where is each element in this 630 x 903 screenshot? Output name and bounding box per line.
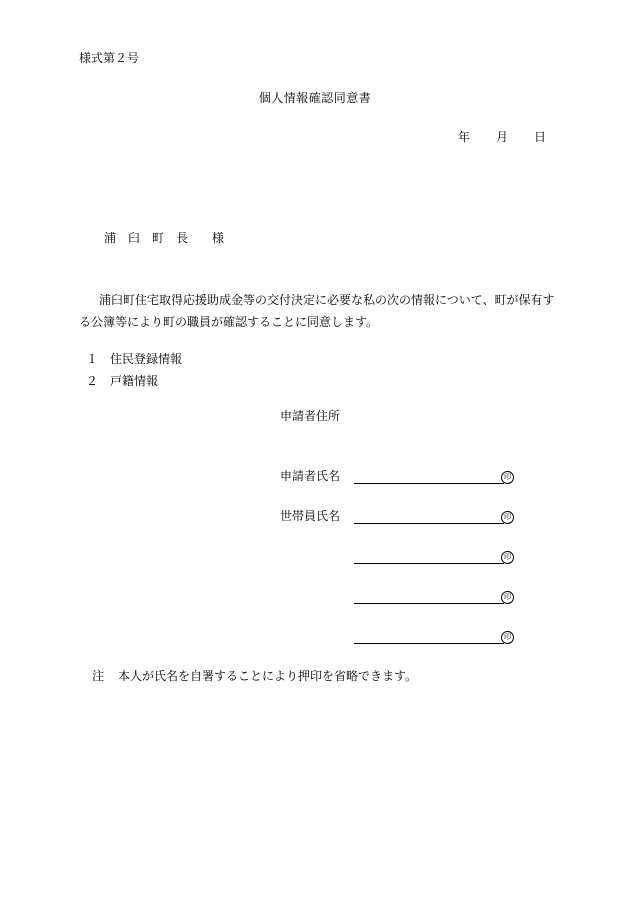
- signature-line: [354, 563, 504, 564]
- household-member-field-2[interactable]: [354, 548, 514, 564]
- item-label: 戸籍情報: [110, 374, 159, 388]
- footnote: [92, 668, 417, 684]
- addressee-char-3: 町: [152, 231, 165, 245]
- addressee-char-4: 長: [176, 231, 189, 245]
- item-label: 住民登録情報: [110, 352, 183, 366]
- signature-line: [354, 603, 504, 604]
- date-month: 月: [496, 130, 509, 144]
- household-member-field-1[interactable]: [354, 508, 514, 524]
- household-member-field-3[interactable]: [354, 588, 514, 604]
- applicant-name-field[interactable]: [354, 468, 514, 484]
- item-number: ２: [86, 374, 99, 388]
- seal-icon: 印: [501, 471, 514, 484]
- info-items-list: [86, 348, 182, 392]
- date-day: 日: [534, 130, 547, 144]
- seal-icon: 印: [501, 631, 514, 644]
- addressee-char-2: 臼: [128, 231, 141, 245]
- signature-line: [354, 523, 504, 524]
- addressee: [104, 230, 224, 246]
- item-number: １: [86, 352, 99, 366]
- form-number: 様式第２号: [79, 51, 140, 65]
- applicant-address-label: 申請者住所: [280, 409, 341, 423]
- addressee-honorific: 様: [212, 231, 225, 245]
- addressee-char-1: 浦: [104, 231, 117, 245]
- list-item: [86, 370, 182, 392]
- list-item: [86, 348, 182, 370]
- consent-body-text: 浦臼町住宅取得応援助成金等の交付決定に必要な私の次の情報について、町が保有する公簿等により町の職員が確認することに同意します。: [79, 293, 555, 329]
- household-member-label: 世帯員氏名: [280, 509, 341, 523]
- note-mark: 注: [92, 669, 105, 683]
- applicant-name-label: 申請者氏名: [280, 469, 341, 483]
- date-year: 年: [458, 130, 471, 144]
- household-member-field-4[interactable]: [354, 628, 514, 644]
- seal-icon: 印: [501, 591, 514, 604]
- signature-line: [354, 483, 504, 484]
- date-line: [458, 129, 546, 145]
- signature-line: [354, 643, 504, 644]
- document-title: 個人情報確認同意書: [258, 91, 372, 105]
- note-text: 本人が氏名を自署することにより押印を省略できます。: [118, 669, 418, 683]
- seal-icon: 印: [501, 511, 514, 524]
- seal-icon: 印: [501, 551, 514, 564]
